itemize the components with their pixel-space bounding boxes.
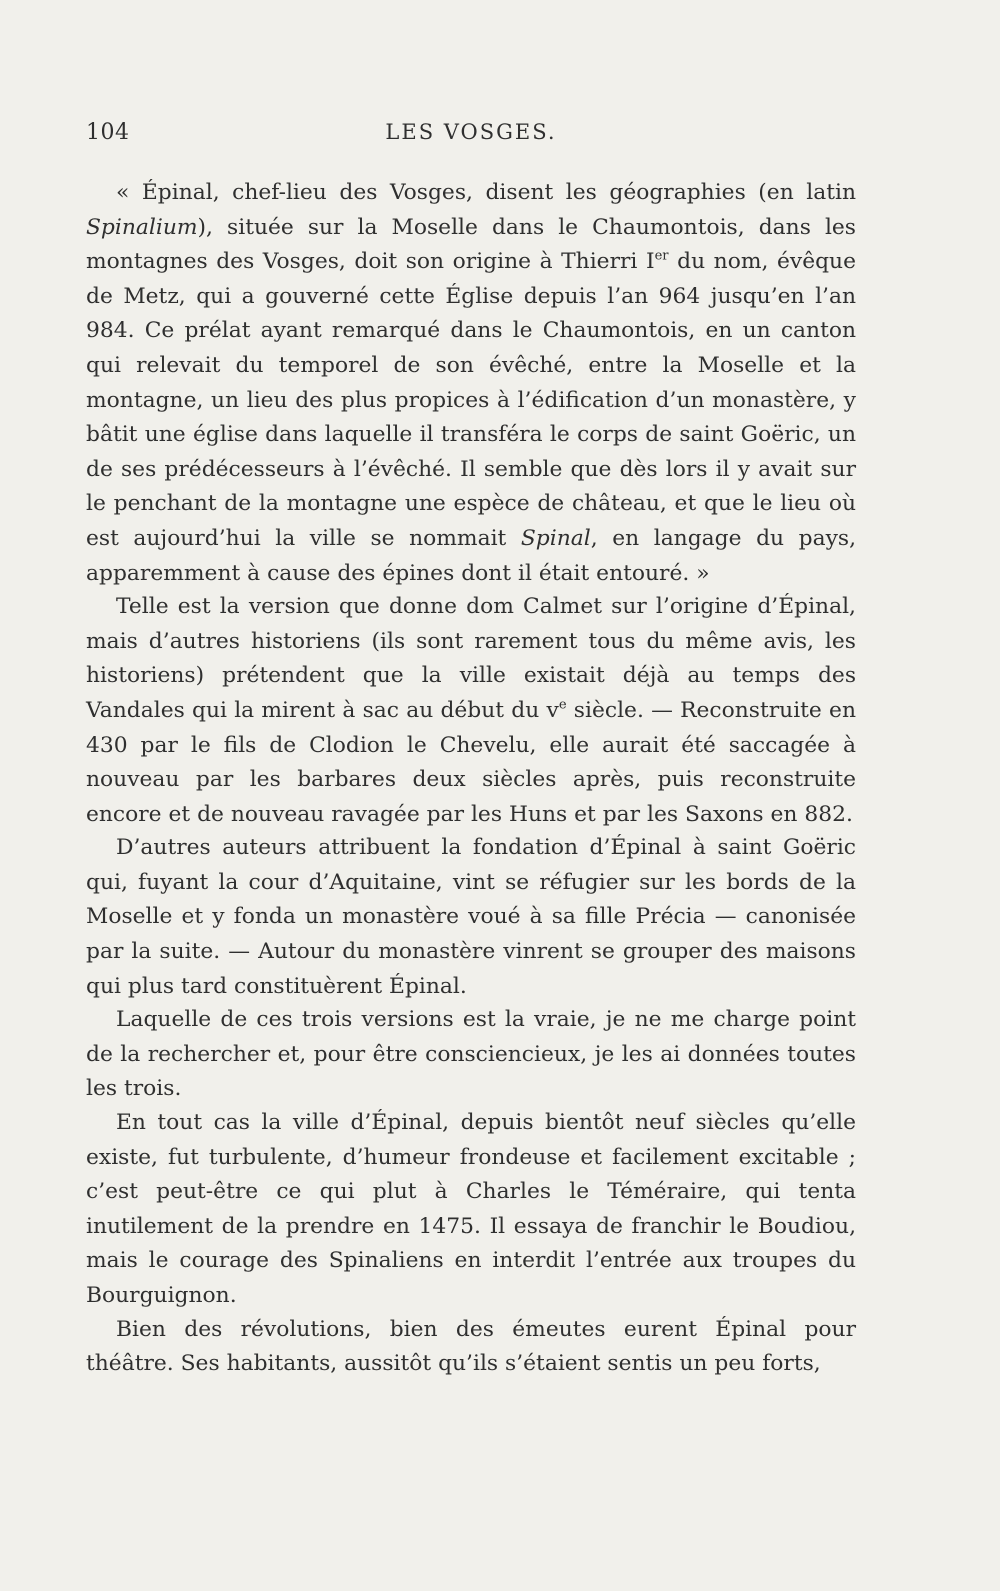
page-number: 104 xyxy=(86,120,130,145)
paragraph-4: Laquelle de ces trois versions est la vraie, je ne me charge point de la rechercher et, pour être consciencieux, je les ai données toutes les trois. xyxy=(86,1007,856,1102)
paragraph-5: En tout cas la ville d’Épinal, depuis bientôt neuf siècles qu’elle existe, fut turbulente, d’humeur frondeuse et facilement excitable ; c’est peut-être ce qui plut à Charles le Téméraire, qui tenta inutilement de la prendre en 1475. Il essaya de franchir le Boudiou, mais le courage des Spinaliens en interdit l’entrée aux troupes du Bourguignon. xyxy=(86,1110,856,1308)
body-text xyxy=(86,176,856,1382)
running-title: LES VOSGES. xyxy=(385,120,557,144)
paragraph-3: D’autres auteurs attribuent la fondation d’Épinal à saint Goëric qui, fuyant la cour d’Aquitaine, vint se réfugier sur les bords de la Moselle et y fonda un monastère voué à sa fille Précia — canonisée par la suite. — Autour du monastère vinrent se grouper des maisons qui plus tard constituèrent Épinal. xyxy=(86,835,856,999)
paragraph-2-part-a: Telle est la version que donne dom Calmet sur l’origine d’Épinal, mais d’autres historiens (ils sont rarement tous du même avis, les historiens) prétendent que la ville existait déjà au temps des Vandales qui la mirent à sac au début du v xyxy=(86,594,856,723)
paragraph-6: Bien des révolutions, bien des émeutes eurent Épinal pour théâtre. Ses habitants, aussitôt qu’ils s’étaient sentis un peu forts, xyxy=(86,1316,856,1377)
paragraph-1 xyxy=(86,176,856,591)
superscript-er: er xyxy=(654,248,669,264)
paragraph-1-part-c: ), située sur la Moselle dans le Chaumontois, dans les montagnes des Vosges, doit son origine à Thierri I xyxy=(86,214,856,275)
paragraph-2-part-c: siècle. — Reconstruite en 430 par le fils de Clodion le Chevelu, elle aurait été saccagée à nouveau par les barbares deux siècles après, puis reconstruite encore et de nouveau ravagée par les Huns et par les Saxons en 882. xyxy=(86,697,856,827)
paragraph-2 xyxy=(86,590,856,832)
paragraph-1-part-a: « Épinal, chef-lieu des Vosges, disent les géographies (en latin xyxy=(116,180,856,205)
running-head xyxy=(86,120,856,160)
paragraph-1-part-e: du nom, évêque de Metz, qui a gouverné cette Église depuis l’an 964 jusqu’en l’an 984. Ce prélat ayant remarqué dans le Chaumontois, en un canton qui relevait du temporel de son évêché, entre la Moselle et la montagne, un lieu des plus propices à l’édification d’un monastère, y bâtit une église dans laquelle il transféra le corps de saint Goëric, un de ses prédécesseurs à l’évêché. Il semble que dès lors il y avait sur le penchant de la montagne une espèce de château, et que le lieu où est aujourd’hui la ville se nommait xyxy=(86,249,856,551)
italic-word-spinal: Spinal xyxy=(520,525,591,551)
paragraph-1-part-g: , en langage du pays, apparemment à cause des épines dont il était entouré. » xyxy=(86,525,856,586)
italic-word-spinalium: Spinalium xyxy=(86,214,198,240)
superscript-e: e xyxy=(558,697,567,713)
